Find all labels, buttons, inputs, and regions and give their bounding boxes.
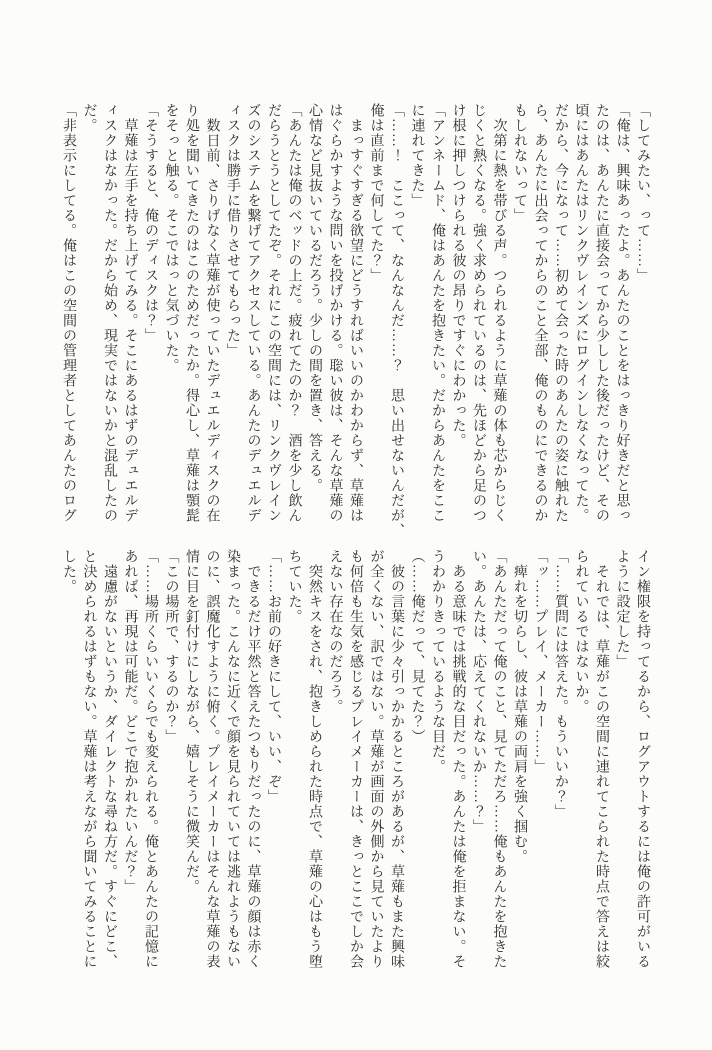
text-line: 「……お前の好きにして、いい、ぞ」	[266, 549, 281, 804]
text-line: 俺は直前まで何してた？」	[368, 103, 384, 283]
text-line: 「ッ……プレイ、メーカー……」	[532, 549, 548, 774]
text-line: のに、誤魔化すように俯く。プレイメーカーはそんな草薙の表	[204, 549, 220, 969]
text-block-bottom	[58, 549, 653, 973]
text-line: 「……質問には答えた。もういいか？」	[553, 549, 568, 819]
text-line: じくと熱くなる。強く求められているのは、先ほどから足のつ	[471, 103, 486, 523]
text-line: した。	[61, 549, 76, 594]
text-line: 「……場所くらいいくらでも変えられる。俺とあんたの記憶に	[143, 549, 158, 969]
text-line: 「……！ ここって、なんなんだ……？ 思い出せないんだが、	[389, 103, 404, 538]
text-line: ら、あんたに出会ってからのこと全部、俺のものにできるのか	[532, 103, 548, 523]
text-line: られているではないか。	[573, 549, 589, 714]
text-line: たのは、あんたに直接会ってから少しした後だったけど、その	[594, 103, 609, 523]
text-line: 次第に熱を帯びる声。つられるように草薙の体も芯からじく	[491, 103, 507, 523]
text-line: だから、今になって……初めて会った時のあんたの姿に触れた	[553, 103, 568, 523]
text-line: それでは、草薙がこの空間に連れてこられた時点で答えは絞	[594, 549, 609, 969]
text-line: 「非表示にしてる。俺はこの空間の管理者としてあんたのログ	[61, 103, 76, 523]
text-line: 「アンネームド、俺はあんたを抱きたい。だからあんたをここ	[430, 103, 445, 523]
text-line: も何倍も生気を感じるプレイメーカーは、きっとここでしか会	[348, 549, 363, 969]
text-line: ィスクは勝手に借りさせてもらった」	[225, 103, 240, 358]
text-line: 情に目を釘付けにしながら、嬉しそうに微笑んだ。	[184, 549, 199, 894]
text-line: 染まった。こんなに近くで顔を見られていては逃れようもない	[225, 549, 240, 969]
text-line: あれば、再現は可能だ。どこで抱かれたいんだ？」	[122, 549, 138, 894]
text-line: できるだけ平然と答えたつもりだったのに、草薙の顔は赤く	[245, 549, 261, 969]
text-line: 遠慮がないというか、ダイレクトな尋ね方だ。すぐにどこ、	[102, 549, 117, 969]
text-line: ある意味では挑戦的な目だった。あんたは俺を拒まない。そ	[450, 549, 466, 969]
text-line: うわかりきっているような目だ。	[430, 549, 445, 774]
text-line: け根に押しつけられる彼の昂りですぐにわかった。	[450, 103, 466, 448]
text-line: 痺れを切らし、彼は草薙の両肩を強く掴む。	[512, 549, 527, 864]
text-line: 「あんただって俺のこと、見てただろ……俺もあんたを抱きた	[491, 549, 507, 969]
text-line: に連れてきた」	[409, 103, 425, 208]
text-line: 彼の言葉に少々引っかかるところがあるが、草薙もまた興味	[389, 549, 404, 969]
text-block-top	[58, 103, 653, 538]
text-line: ちていた。	[286, 549, 302, 624]
text-line: い。あんたは、応えてくれないか……？」	[471, 549, 486, 834]
text-line: もしれないって」	[512, 103, 527, 223]
text-line: り処を聞いてきたのはこのためだったか。得心し、草薙は顎髭	[184, 103, 199, 523]
text-line: 「そうすると、俺のディスクは？」	[143, 103, 158, 343]
text-line: 「あんたは俺のベッドの上だ。疲れてたのか？ 酒を少し飲ん	[286, 103, 302, 523]
text-line: まっすぐすぎる欲望にどうすればいいのかわからず、草薙は	[348, 103, 363, 523]
text-line: （……俺だって、見てた？）	[409, 549, 425, 744]
text-line: 突然キスをされ、抱きしめられた時点で、草薙の心はもう堕	[307, 549, 322, 969]
text-line: ズのシステムを繋げてアクセスしている。あんたのデュエルデ	[245, 103, 261, 523]
text-line: 心情など見抜いているだろう。少しの間を置き、答える。	[307, 103, 322, 493]
text-line: 頃にはあんたはリンクヴレインズにログインしなくなってた。	[573, 103, 589, 523]
text-line: 数日前、さりげなく草薙が使っていたデュエルディスクの在	[204, 103, 220, 523]
text-line: 「俺は、興味あったよ。あんたのことをはっきり好きだと思っ	[614, 103, 630, 523]
text-line: 「してみたい、って……」	[635, 103, 650, 283]
text-line: えない存在なのだろう。	[327, 549, 343, 714]
text-line: だらうとうとしてたぞ。それにこの空間には、リンクヴレイン	[266, 103, 281, 523]
text-line: 「この場所で、するのか？」	[163, 549, 179, 744]
text-line: ィスクはなかった。だから始め、現実ではないかと混乱したの	[102, 103, 117, 523]
text-line: が全くない、訳ではない。草薙が画面の外側から見ていたより	[368, 549, 384, 969]
text-line: はぐらかすような問いを投げかける。聡い彼は、そんな草薙の	[327, 103, 343, 523]
text-line: だ。	[81, 103, 97, 133]
text-line: と決められるはずもない。草薙は考えながら聞いてみることに	[81, 549, 97, 969]
text-line: をそっと触る。そこではっと気づいた。	[163, 103, 179, 373]
text-line: ように設定した」	[614, 549, 630, 669]
text-line: 草薙は左手を持ち上げてみる。そこにあるはずのデュエルデ	[122, 103, 138, 523]
text-line: イン権限を持ってるから、ログアウトするには俺の許可がいる	[635, 549, 650, 969]
